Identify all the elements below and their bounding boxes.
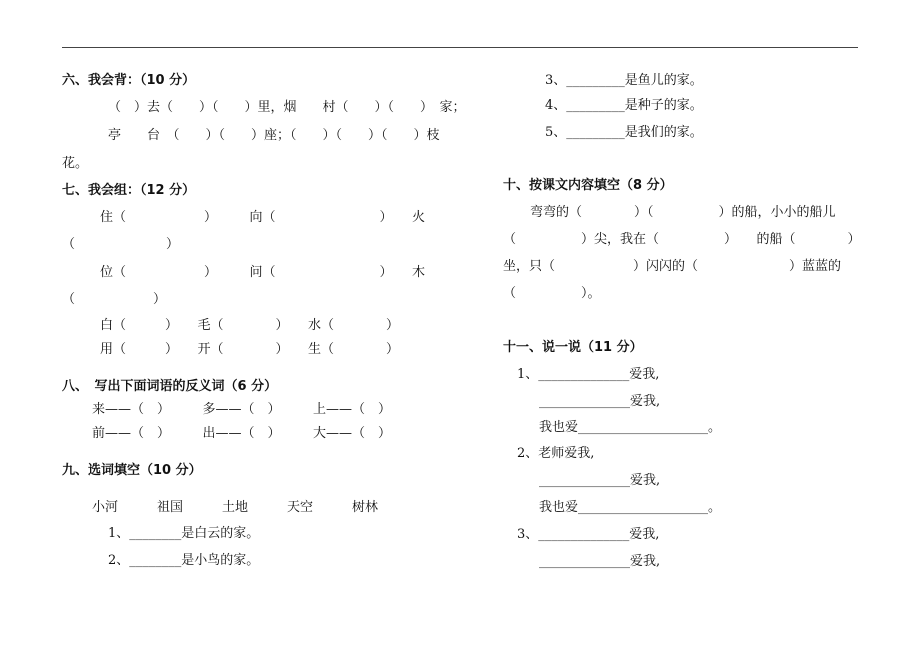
section-8-row-2: 前——（ ） 出——（ ） 大——（ ） xyxy=(92,426,392,441)
section-9-question-3: 3、_________是鱼儿的家。 xyxy=(545,73,703,88)
top-divider-line xyxy=(62,47,858,48)
section-11-item-1-line-3: 我也爱____________________。 xyxy=(539,420,722,435)
section-6-line-2: 亭 台 （ ）（ ）座；（ ）（ ）（ ）枝 xyxy=(108,128,440,143)
section-8-title: 八、 写出下面词语的反义词（6 分） xyxy=(62,379,278,394)
section-10-title: 十、按课文内容填空（8 分） xyxy=(503,178,673,193)
section-10-line-2: （ ）尖，我在（ ） 的船（ ） xyxy=(503,232,861,247)
section-9-question-4: 4、_________是种子的家。 xyxy=(545,98,703,113)
section-6-line-2-wrap: 花。 xyxy=(62,156,89,171)
section-6-line-1: （ ）去（ ）（ ）里，烟 村（ ）（ ） 家； xyxy=(108,100,466,115)
section-7-row-1: 住（ ） 向（ ） 火 xyxy=(100,210,426,225)
section-11-item-2-line-3: 我也爱____________________。 xyxy=(539,500,722,515)
section-10-line-4: （ ）。 xyxy=(503,286,601,301)
section-11-item-1-line-2: ______________爱我, xyxy=(539,394,661,409)
section-9-title: 九、选词填空（10 分） xyxy=(62,463,202,478)
section-9-question-1: 1、________是白云的家。 xyxy=(108,526,260,541)
section-11-item-1-line-1: 1、______________爱我, xyxy=(517,367,660,382)
section-9-question-5: 5、_________是我们的家。 xyxy=(545,125,703,140)
section-7-row-4: 用（ ） 开（ ） 生（ ） xyxy=(100,342,400,357)
section-7-row-3: 白（ ） 毛（ ） 水（ ） xyxy=(100,318,400,333)
section-7-title: 七、我会组：（12 分） xyxy=(62,183,196,198)
section-7-row-2: 位（ ） 问（ ） 木 xyxy=(100,265,426,280)
section-10-line-3: 坐，只（ ）闪闪的（ ）蓝蓝的 xyxy=(503,259,842,274)
section-6-title: 六、我会背：（10 分） xyxy=(62,73,196,88)
section-11-title: 十一、说一说（11 分） xyxy=(503,340,643,355)
section-9-question-2: 2、________是小鸟的家。 xyxy=(108,553,260,568)
section-11-item-3-line-1: 3、______________爱我, xyxy=(517,527,660,542)
section-11-item-3-line-2: ______________爱我, xyxy=(539,554,661,569)
section-11-item-2-line-2: ______________爱我, xyxy=(539,473,661,488)
section-7-row-2-wrap: （ ） xyxy=(62,292,167,307)
section-11-item-2-line-1: 2、老师爱我, xyxy=(517,446,595,461)
section-8-row-1: 来——（ ） 多——（ ） 上——（ ） xyxy=(92,402,392,417)
section-9-word-bank: 小河 祖国 土地 天空 树林 xyxy=(92,500,379,515)
section-7-row-1-wrap: （ ） xyxy=(62,237,180,252)
section-10-line-1: 弯弯的（ ）（ ）的船，小小的船儿 xyxy=(530,205,836,220)
